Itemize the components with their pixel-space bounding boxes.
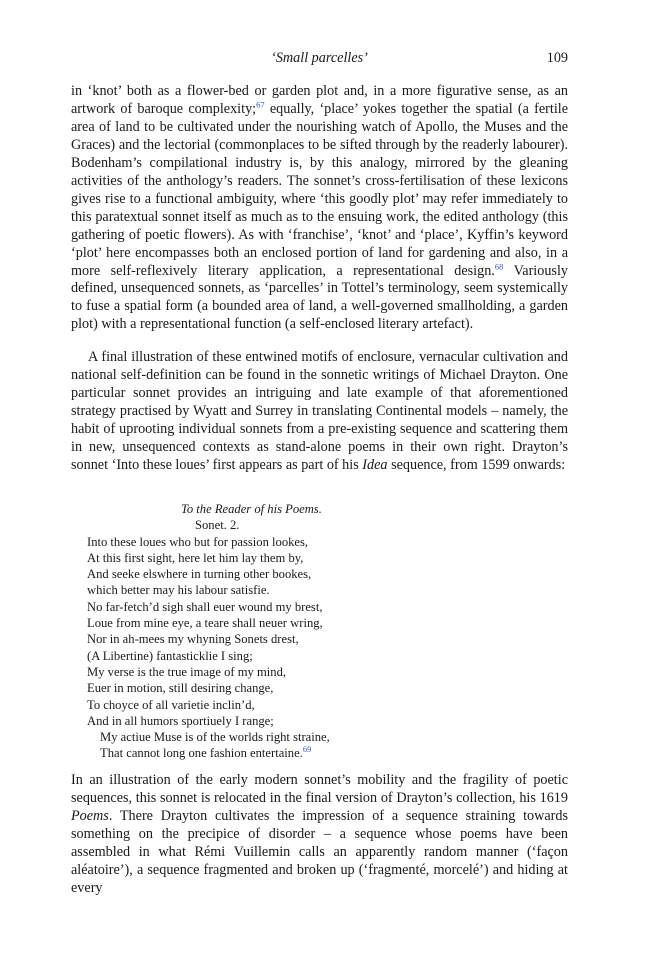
para3-text-a: In an illustration of the early modern sonnet’s mobility and the fragility of poetic sequences, this sonnet is relocated in the final version of Drayton’s collection, his 1619 bbox=[71, 772, 568, 806]
poem-line: which better may his labour satisfie. bbox=[87, 583, 270, 598]
poem-line: Euer in motion, still desiring change, bbox=[87, 681, 274, 696]
poem-line: No far-fetch’d sigh shall euer wound my brest, bbox=[87, 599, 323, 614]
para2-text-b: sequence, from 1599 onwards: bbox=[387, 456, 566, 473]
paragraph-2 bbox=[71, 349, 568, 475]
poem-line: And seeke elswhere in turning other bookes, bbox=[87, 567, 312, 582]
poem-line: At this first sight, here let him lay them by, bbox=[87, 550, 304, 565]
poem-line: Loue from mine eye, a teare shall neuer wring, bbox=[87, 616, 323, 631]
poem-couplet-line-1: My actiue Muse is of the worlds right straine, bbox=[100, 730, 330, 745]
page-number: 109 bbox=[546, 50, 568, 66]
poem-line: Into these loues who but for passion lookes, bbox=[87, 534, 309, 549]
poem-couplet-line-2 bbox=[87, 745, 387, 761]
sonnet-block-quote bbox=[87, 501, 387, 762]
para2-text-a: A final illustration of these entwined motifs of enclosure, vernacular cultivation and national self-definition can be found in the sonnetic writings of Michael Drayton. One particular sonnet provides an intriguing and late example of that aforementioned strategy practised by Wyatt and Surrey in translating Continental models – namely, the habit of uprooting individual sonnets from a pre-existing sequence and scattering them in new, unsequenced contexts as stand-alone poems in their own right. Drayton’s sonnet ‘Into these loues’ first appears as part of his bbox=[71, 349, 568, 473]
footnote-ref-68[interactable]: 68 bbox=[494, 260, 504, 271]
poem-title: To the Reader of his Poems. bbox=[181, 502, 322, 516]
poem-line: Nor in ah-mees my whyning Sonets drest, bbox=[87, 632, 299, 647]
para1-text-a: in ‘knot’ both as a flower-bed or garden plot and, in a more figurative sense, as an artwork of baroque complexity; bbox=[71, 83, 568, 117]
para3-text-b: . There Drayton cultivates the impression of a sequence straining towards something on the precipice of disorder – a sequence whose poems have been assembled in what Rémi Vuillemin calls an apparently random manner (‘façon aléatoire’), a sequence fragmented and broken up (‘fragmenté, morcelé’) and hiding at every bbox=[71, 807, 568, 896]
poem-line: (A Libertine) fantasticklie I sing; bbox=[87, 648, 253, 663]
para1-text-c: Variously defined, unsequenced sonnets, as ‘parcelles’ in Tottel’s terminology, seem systemically to fuse a spatial form (a bounded area of land, a well-governed smallholding, a garden plot) with a representational function (a self-enclosed literary artefact). bbox=[71, 262, 568, 333]
paragraph-1 bbox=[71, 83, 568, 334]
poem-couplet-line-2-text: That cannot long one fashion entertaine. bbox=[100, 746, 303, 761]
running-title: ‘Small parcelles’ bbox=[271, 50, 368, 66]
poem-subtitle: Sonet. 2. bbox=[195, 518, 240, 533]
poem-line: And in all humors sportiuely I range; bbox=[87, 713, 274, 728]
poem-line: To choyce of all varietie inclin’d, bbox=[87, 697, 255, 712]
para2-italic-title: Idea bbox=[362, 456, 388, 473]
paragraph-3 bbox=[71, 772, 568, 898]
footnote-ref-67[interactable]: 67 bbox=[256, 99, 265, 110]
para3-italic-title: Poems bbox=[71, 807, 109, 824]
footnote-ref-69[interactable]: 69 bbox=[302, 744, 312, 755]
poem-line: My verse is the true image of my mind, bbox=[87, 664, 287, 679]
para1-text-b: equally, ‘place’ yokes together the spatial (a fertile area of land to be cultivated under the nourishing watch of Apollo, the Muses and the Graces) and the lectorial (commonplaces to be sifted through by the readerly labourer). Bodenham’s compilational industry is, by this analogy, mirrored by the gleaning activities of the anthology’s readers. The sonnet’s cross-fertilisation of these lexicons gives rise to a functional ambiguity, where ‘this goodly plot’ may refer immediately to this paratextual sonnet itself as much as to the ensuing work, the edited anthology (this gathering of poetic flowers). As with ‘franchise’, ‘knot’ and ‘place’, Kyffin’s keyword ‘plot’ here encompasses both an enclosed portion of land for gardening and also, in a more self-reflexively literary application, a representational design. bbox=[71, 100, 569, 279]
